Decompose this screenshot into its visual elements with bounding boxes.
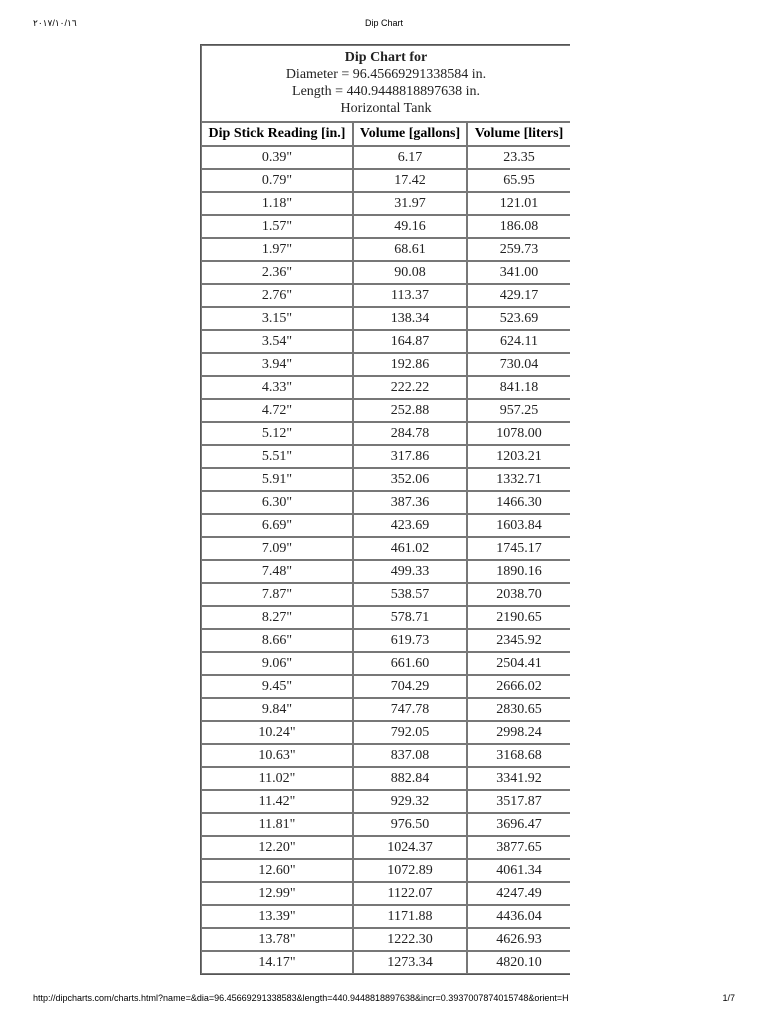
dip-reading-cell: 7.87"	[201, 583, 353, 606]
table-row	[201, 307, 570, 330]
table-row	[201, 629, 570, 652]
volume-liters-cell: 341.00	[467, 261, 570, 284]
dip-reading-cell: 4.72"	[201, 399, 353, 422]
print-footer	[0, 991, 768, 1007]
volume-gallons-cell: 1072.89	[353, 859, 467, 882]
print-date: ٢٠١٧/١٠/١٦	[33, 18, 77, 28]
volume-liters-cell: 186.08	[467, 215, 570, 238]
volume-liters-cell: 4247.49	[467, 882, 570, 905]
dip-reading-cell: 12.99"	[201, 882, 353, 905]
volume-gallons-cell: 317.86	[353, 445, 467, 468]
dip-reading-cell: 4.33"	[201, 376, 353, 399]
dip-reading-cell: 7.48"	[201, 560, 353, 583]
volume-gallons-cell: 661.60	[353, 652, 467, 675]
volume-gallons-cell: 1024.37	[353, 836, 467, 859]
column-header-volume-gallons: Volume [gallons]	[353, 122, 467, 146]
volume-gallons-cell: 90.08	[353, 261, 467, 284]
volume-liters-cell: 957.25	[467, 399, 570, 422]
table-row	[201, 261, 570, 284]
dip-chart-table	[200, 44, 570, 975]
volume-liters-cell: 4626.93	[467, 928, 570, 951]
dip-reading-cell: 1.18"	[201, 192, 353, 215]
table-row	[201, 905, 570, 928]
volume-liters-cell: 2038.70	[467, 583, 570, 606]
volume-gallons-cell: 976.50	[353, 813, 467, 836]
volume-gallons-cell: 929.32	[353, 790, 467, 813]
volume-gallons-cell: 17.42	[353, 169, 467, 192]
dip-reading-cell: 5.51"	[201, 445, 353, 468]
table-row	[201, 330, 570, 353]
dip-chart-container	[200, 44, 570, 988]
table-row	[201, 169, 570, 192]
table-row	[201, 491, 570, 514]
dip-reading-cell: 11.02"	[201, 767, 353, 790]
table-row	[201, 744, 570, 767]
table-row	[201, 399, 570, 422]
dip-reading-cell: 9.84"	[201, 698, 353, 721]
volume-liters-cell: 2666.02	[467, 675, 570, 698]
dip-reading-cell: 11.81"	[201, 813, 353, 836]
volume-liters-cell: 429.17	[467, 284, 570, 307]
footer-url: http://dipcharts.com/charts.html?name=&dia=96.45669291338583&length=440.9448818897638&incr=0.3937007874015748&orient=H	[33, 993, 569, 1003]
volume-gallons-cell: 619.73	[353, 629, 467, 652]
volume-gallons-cell: 387.36	[353, 491, 467, 514]
length-line: Length = 440.9448818897638 in.	[292, 84, 480, 99]
dip-reading-cell: 11.42"	[201, 790, 353, 813]
dip-reading-cell: 2.76"	[201, 284, 353, 307]
table-row	[201, 813, 570, 836]
caption-row	[201, 45, 570, 122]
dip-reading-cell: 13.78"	[201, 928, 353, 951]
volume-liters-cell: 2345.92	[467, 629, 570, 652]
dip-reading-cell: 3.94"	[201, 353, 353, 376]
table-row	[201, 675, 570, 698]
table-row	[201, 560, 570, 583]
volume-liters-cell: 1890.16	[467, 560, 570, 583]
dip-reading-cell: 0.79"	[201, 169, 353, 192]
table-row	[201, 767, 570, 790]
volume-liters-cell: 624.11	[467, 330, 570, 353]
table-row	[201, 238, 570, 261]
dip-reading-cell: 1.97"	[201, 238, 353, 261]
volume-gallons-cell: 837.08	[353, 744, 467, 767]
volume-gallons-cell: 1122.07	[353, 882, 467, 905]
diameter-line: Diameter = 96.45669291338584 in.	[285, 67, 487, 82]
volume-gallons-cell: 1273.34	[353, 951, 467, 974]
volume-gallons-cell: 747.78	[353, 698, 467, 721]
volume-liters-cell: 4820.10	[467, 951, 570, 974]
table-row	[201, 192, 570, 215]
volume-gallons-cell: 704.29	[353, 675, 467, 698]
print-page-title: Dip Chart	[364, 18, 403, 28]
volume-gallons-cell: 164.87	[353, 330, 467, 353]
volume-liters-cell: 841.18	[467, 376, 570, 399]
table-row	[201, 537, 570, 560]
table-row	[201, 514, 570, 537]
dip-reading-cell: 6.30"	[201, 491, 353, 514]
dip-reading-cell: 1.57"	[201, 215, 353, 238]
header-row	[201, 122, 570, 146]
volume-gallons-cell: 1171.88	[353, 905, 467, 928]
volume-gallons-cell: 352.06	[353, 468, 467, 491]
volume-liters-cell: 3517.87	[467, 790, 570, 813]
dip-reading-cell: 2.36"	[201, 261, 353, 284]
table-row	[201, 284, 570, 307]
table-row	[201, 652, 570, 675]
dip-reading-cell: 3.15"	[201, 307, 353, 330]
dip-reading-cell: 13.39"	[201, 905, 353, 928]
footer-page-number: 1/7	[722, 993, 735, 1003]
dip-reading-cell: 5.12"	[201, 422, 353, 445]
dip-reading-cell: 6.69"	[201, 514, 353, 537]
dip-reading-cell: 0.39"	[201, 146, 353, 169]
column-header-volume-liters: Volume [liters]	[467, 122, 570, 146]
table-row	[201, 583, 570, 606]
volume-gallons-cell: 578.71	[353, 606, 467, 629]
dip-reading-cell: 9.06"	[201, 652, 353, 675]
chart-caption	[201, 45, 570, 122]
volume-gallons-cell: 192.86	[353, 353, 467, 376]
dip-reading-cell: 10.63"	[201, 744, 353, 767]
volume-liters-cell: 3696.47	[467, 813, 570, 836]
volume-gallons-cell: 792.05	[353, 721, 467, 744]
dip-reading-cell: 5.91"	[201, 468, 353, 491]
volume-gallons-cell: 138.34	[353, 307, 467, 330]
dip-reading-cell: 7.09"	[201, 537, 353, 560]
tank-type-line: Horizontal Tank	[340, 101, 432, 116]
table-row	[201, 146, 570, 169]
volume-liters-cell: 1745.17	[467, 537, 570, 560]
volume-gallons-cell: 499.33	[353, 560, 467, 583]
dip-reading-cell: 10.24"	[201, 721, 353, 744]
volume-gallons-cell: 113.37	[353, 284, 467, 307]
table-row	[201, 422, 570, 445]
dip-reading-cell: 9.45"	[201, 675, 353, 698]
volume-gallons-cell: 49.16	[353, 215, 467, 238]
volume-liters-cell: 2830.65	[467, 698, 570, 721]
volume-liters-cell: 1203.21	[467, 445, 570, 468]
volume-gallons-cell: 882.84	[353, 767, 467, 790]
volume-liters-cell: 1078.00	[467, 422, 570, 445]
volume-gallons-cell: 284.78	[353, 422, 467, 445]
dip-reading-cell: 3.54"	[201, 330, 353, 353]
volume-liters-cell: 3341.92	[467, 767, 570, 790]
volume-liters-cell: 3877.65	[467, 836, 570, 859]
volume-gallons-cell: 252.88	[353, 399, 467, 422]
volume-liters-cell: 23.35	[467, 146, 570, 169]
volume-gallons-cell: 461.02	[353, 537, 467, 560]
table-body	[201, 146, 570, 974]
volume-liters-cell: 2190.65	[467, 606, 570, 629]
column-header-dip-reading: Dip Stick Reading [in.]	[201, 122, 353, 146]
table-row	[201, 859, 570, 882]
dip-reading-cell: 12.20"	[201, 836, 353, 859]
table-row	[201, 790, 570, 813]
volume-gallons-cell: 222.22	[353, 376, 467, 399]
volume-gallons-cell: 6.17	[353, 146, 467, 169]
volume-liters-cell: 2504.41	[467, 652, 570, 675]
caption-title: Dip Chart for	[344, 50, 428, 65]
volume-liters-cell: 121.01	[467, 192, 570, 215]
volume-liters-cell: 4436.04	[467, 905, 570, 928]
dip-reading-cell: 8.27"	[201, 606, 353, 629]
volume-liters-cell: 65.95	[467, 169, 570, 192]
volume-liters-cell: 3168.68	[467, 744, 570, 767]
volume-gallons-cell: 1222.30	[353, 928, 467, 951]
dip-reading-cell: 12.60"	[201, 859, 353, 882]
dip-reading-cell: 8.66"	[201, 629, 353, 652]
volume-liters-cell: 1466.30	[467, 491, 570, 514]
volume-liters-cell: 259.73	[467, 238, 570, 261]
table-row	[201, 721, 570, 744]
volume-gallons-cell: 538.57	[353, 583, 467, 606]
table-row	[201, 928, 570, 951]
table-row	[201, 606, 570, 629]
table-row	[201, 951, 570, 974]
volume-gallons-cell: 31.97	[353, 192, 467, 215]
table-row	[201, 468, 570, 491]
table-row	[201, 215, 570, 238]
volume-liters-cell: 1332.71	[467, 468, 570, 491]
volume-liters-cell: 2998.24	[467, 721, 570, 744]
table-row	[201, 698, 570, 721]
volume-liters-cell: 523.69	[467, 307, 570, 330]
table-row	[201, 882, 570, 905]
volume-gallons-cell: 68.61	[353, 238, 467, 261]
volume-gallons-cell: 423.69	[353, 514, 467, 537]
print-header	[0, 16, 768, 32]
table-row	[201, 376, 570, 399]
volume-liters-cell: 730.04	[467, 353, 570, 376]
table-row	[201, 445, 570, 468]
table-row	[201, 836, 570, 859]
table-row	[201, 353, 570, 376]
volume-liters-cell: 4061.34	[467, 859, 570, 882]
volume-liters-cell: 1603.84	[467, 514, 570, 537]
dip-reading-cell: 14.17"	[201, 951, 353, 974]
